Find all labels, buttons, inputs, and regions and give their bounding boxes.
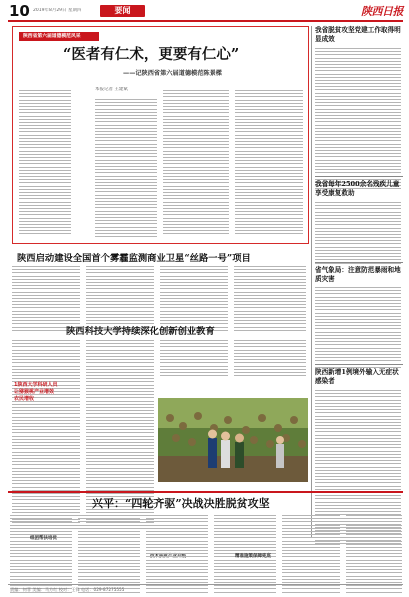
sidebar [315,26,405,538]
bottom-col-2 [78,515,140,595]
feature-col-3 [163,90,229,237]
feature-byline: 本报记者 王建斌 [95,87,128,92]
sidebar-vertical-rule [311,26,312,538]
bottom-rule [8,491,403,493]
orchard-illustration [158,398,308,482]
bottom-col-1 [10,515,72,595]
feature-title: “医者有仁术，更要有仁心” [63,46,240,63]
feature-col-2 [95,99,157,239]
sidebar-story-4-title: 陕西新增1例境外输入无症状感染者 [315,368,399,385]
sidebar-divider-2 [315,262,403,263]
story-tech-title: 陕西科技大学持续深化创新创业教育 [66,326,215,337]
story-tech-col-3 [160,340,228,378]
newspaper-logo: 陕西日报 [361,5,403,18]
sidebar-divider-1 [315,176,403,177]
page-number: 10 [9,2,30,20]
masthead [0,0,409,22]
section-tag [100,5,145,17]
sidebar-story-1-title: 我省脱贫攻坚党建工作取得明显成效 [315,26,401,43]
sidebar-story-3-body [315,287,401,370]
feature-box [12,26,309,244]
photo-caption-line-1: 1陕西大学科研人员 [14,382,58,388]
sidebar-story-1-body [315,48,401,191]
series-label-text: 陕西省第六届道德模范风采 [23,34,81,39]
feature-col-1 [19,90,71,237]
story-rain-col-4 [234,266,306,333]
story-tech-col-4 [234,340,306,378]
sidebar-story-3-title: 省气象局：注意防范暴雨和地质灾害 [315,266,401,283]
feature-subtitle: ——记陕西省第六届道德模范陈景樑 [123,70,222,77]
photo-caption-line-3: 农民增收 [14,396,35,402]
series-label [19,32,99,41]
bottom-title: 兴平：“四轮齐驱”决战决胜脱贫攻坚 [92,497,270,510]
bottom-col-5 [282,515,340,595]
feature-col-4 [235,90,303,237]
sidebar-story-2-body [315,202,401,266]
bottom-subhead-1: 组团帮扶培优 [30,536,57,541]
sidebar-divider-3 [315,364,403,365]
bottom-subhead-3: 精准施策保障兜底 [235,554,271,559]
date-line: 2019年8月29日 星期四 [33,8,82,13]
footer-rule [8,584,403,585]
bottom-col-6 [346,515,402,595]
photo-caption-line-2: 让猕猴桃产业增效 [14,389,55,395]
bottom-col-3 [146,515,208,595]
footer-text: 责编：何菲 美编：马方红 校对：王锋 电话：029-87275555 [10,587,125,592]
story-rain-title: 陕西启动建设全国首个雾霾监测商业卫星“丝路一号”项目 [17,253,251,264]
section-label: 要闻 [114,6,131,15]
story-tech-col-1 [12,340,80,531]
orchard-photo [158,398,308,482]
masthead-rule [8,20,403,22]
sidebar-story-2-title: 我省每年2500余名残疾儿童享受康复救助 [315,180,400,197]
photo-caption [14,382,78,403]
